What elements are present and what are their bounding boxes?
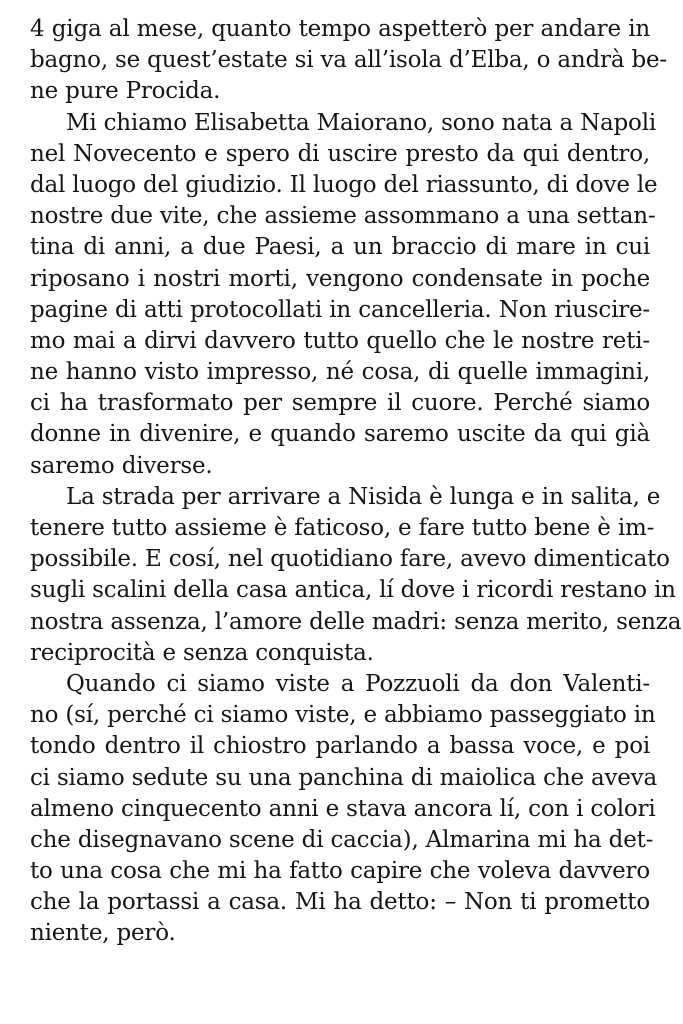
text-line: donne in divenire, e quando saremo uscite da qui già bbox=[30, 421, 650, 448]
book-page bbox=[30, 14, 682, 950]
text-line: che la portassi a casa. Mi ha detto: – Non ti prometto bbox=[30, 889, 650, 916]
text-line: nel Novecento e spero di uscire presto da qui dentro, bbox=[30, 140, 650, 167]
text-line: saremo diverse. bbox=[30, 452, 213, 479]
text-line: pagine di atti protocollati in cancelleria. Non riuscire- bbox=[30, 296, 650, 323]
text-line: tina di anni, a due Paesi, a un braccio di mare in cui bbox=[30, 234, 650, 261]
text-line: no (sí, perché ci siamo viste, e abbiamo passeggiato in bbox=[30, 702, 656, 729]
paragraph-3 bbox=[30, 482, 682, 669]
text-line: sugli scalini della casa antica, lí dove i ricordi restano in bbox=[30, 577, 676, 604]
text-line: nostra assenza, l’amore delle madri: senza merito, senza bbox=[30, 608, 682, 635]
text-line: tondo dentro il chiostro parlando a bassa voce, e poi bbox=[30, 733, 650, 760]
text-line: ne hanno visto impresso, né cosa, di quelle immagini, bbox=[30, 359, 650, 386]
text-line: bagno, se quest’estate si va all’isola d’Elba, o andrà be- bbox=[30, 47, 667, 74]
text-line: ci siamo sedute su una panchina di maiolica che aveva bbox=[30, 764, 657, 791]
paragraph-2 bbox=[30, 108, 658, 482]
text-line: che disegnavano scene di caccia), Almarina mi ha det- bbox=[30, 826, 654, 853]
text-line: riposano i nostri morti, vengono condensate in poche bbox=[30, 265, 650, 292]
text-line: reciprocità e senza conquista. bbox=[30, 639, 374, 666]
text-line: to una cosa che mi ha fatto capire che voleva davvero bbox=[30, 858, 650, 885]
text-line: La strada per arrivare a Nisida è lunga e in salita, e bbox=[66, 483, 661, 510]
text-line: Mi chiamo Elisabetta Maiorano, sono nata a Napoli bbox=[66, 109, 657, 136]
text-line: ne pure Procida. bbox=[30, 78, 221, 105]
text-line: 4 giga al mese, quanto tempo aspetterò per andare in bbox=[30, 16, 650, 42]
text-line: possibile. E cosí, nel quotidiano fare, avevo dimenticato bbox=[30, 546, 670, 573]
paragraph-1 bbox=[30, 14, 667, 108]
text-line: tenere tutto assieme è faticoso, e fare tutto bene è im- bbox=[30, 515, 655, 541]
text-line: nostre due vite, che assieme assommano a una settan- bbox=[30, 203, 656, 230]
text-line: dal luogo del giudizio. Il luogo del riassunto, di dove le bbox=[30, 171, 658, 198]
text-line: Quando ci siamo viste a Pozzuoli da don Valenti- bbox=[66, 670, 650, 697]
text-line: ci ha trasformato per sempre il cuore. Perché siamo bbox=[30, 390, 650, 417]
text-line: mo mai a dirvi davvero tutto quello che le nostre reti- bbox=[30, 327, 650, 354]
text-line: almeno cinquecento anni e stava ancora lí, con i colori bbox=[30, 795, 656, 822]
text-line: niente, però. bbox=[30, 920, 176, 947]
paragraph-4 bbox=[30, 669, 657, 950]
